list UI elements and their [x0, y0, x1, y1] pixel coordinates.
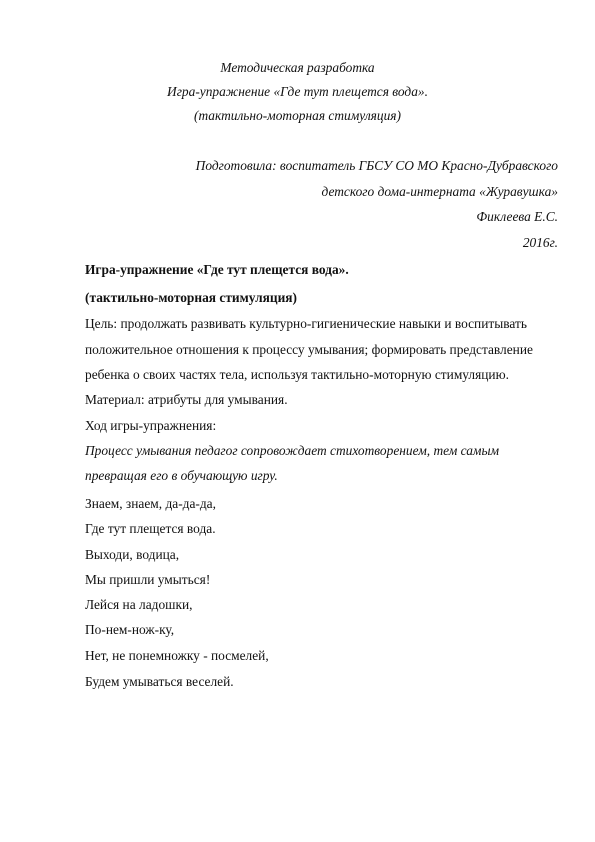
poem-line: Лейся на ладошки, [85, 597, 193, 612]
poem-line: По-нем-нож-ку, [85, 622, 175, 637]
note-line-2: превращая его в обучающую игру. [85, 468, 278, 483]
author-line-1: Подготовила: воспитатель ГБСУ СО МО Красно-Дубравского [195, 158, 558, 173]
poem-line: Выходи, водица, [85, 547, 180, 562]
section-subtitle: (тактильно-моторная стимуляция) [85, 290, 297, 305]
author-line-2: детского дома-интерната «Журавушка» [321, 184, 558, 199]
material-text: Материал: атрибуты для умывания. [85, 392, 288, 407]
poem-line: Нет, не понемножку - посмелей, [85, 648, 269, 663]
doc-heading-line-1: Методическая разработка [220, 60, 375, 75]
poem-line: Мы пришли умыться! [85, 572, 211, 587]
section-title: Игра-упражнение «Где тут плещется вода». [85, 262, 349, 277]
poem-line: Где тут плещется вода. [85, 521, 216, 536]
poem-line: Знаем, знаем, да-да-да, [85, 496, 216, 511]
doc-heading-line-2: Игра-упражнение «Где тут плещется вода». [167, 84, 428, 99]
goal-line-1: Цель: продолжать развивать культурно-гигиенические навыки и воспитывать [85, 316, 527, 331]
goal-line-2: положительное отношения к процессу умывания; формировать представление [85, 342, 533, 357]
poem-line: Будем умываться веселей. [85, 674, 234, 689]
author-year: 2016г. [522, 235, 558, 250]
author-name: Фиклеева Е.С. [476, 209, 558, 224]
course-heading: Ход игры-упражнения: [85, 418, 217, 433]
doc-heading-line-3: (тактильно-моторная стимуляция) [194, 108, 401, 123]
note-line-1: Процесс умывания педагог сопровождает стихотворением, тем самым [85, 443, 500, 458]
goal-line-3: ребенка о своих частях тела, используя тактильно-моторную стимуляцию. [85, 367, 509, 382]
